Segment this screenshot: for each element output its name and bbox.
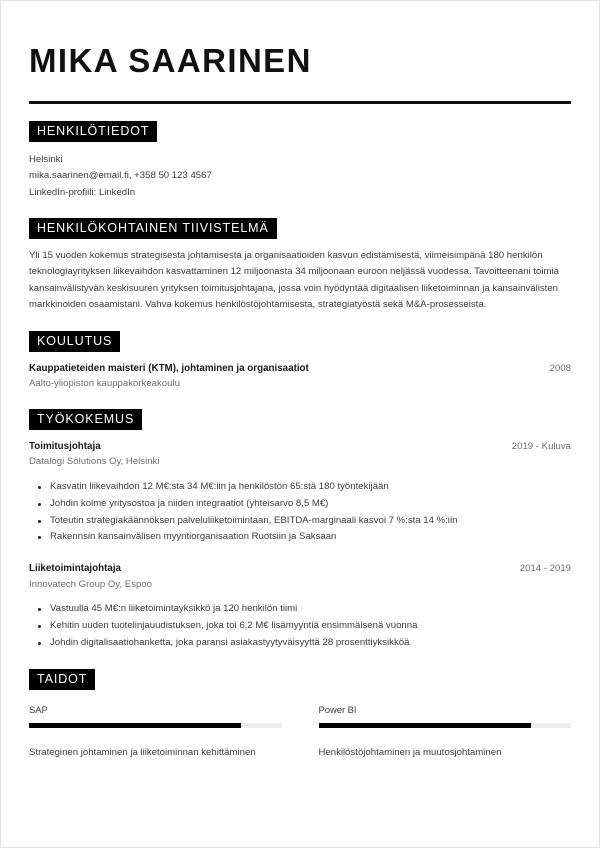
job-title: Liiketoimintajohtaja — [29, 563, 121, 575]
contact-email-phone[interactable]: mika.saarinen@email.fi, +358 50 123 4567 — [29, 170, 212, 182]
skill-progress-fill — [319, 723, 531, 728]
job-bullets — [29, 601, 571, 652]
skill-description: Strateginen johtaminen ja liiketoiminnan kehittäminen — [29, 747, 256, 759]
skills-grid — [29, 703, 571, 761]
job-dates: 2014 - 2019 — [519, 563, 571, 575]
section-heading-contact: HENKILÖTIEDOT — [29, 121, 157, 142]
experience-entry — [29, 562, 571, 652]
list-item: Kasvatin liikevaihdon 12 M€:sta 34 M€:iin ja henkilöstön 65:stä 180 työntekijään — [29, 479, 571, 496]
job-company: Innovatech Group Oy, Espoo — [29, 578, 153, 590]
job-dates: 2019 - Kuluva — [511, 440, 571, 452]
experience-entry-header — [29, 440, 571, 455]
section-heading-summary: HENKILÖKOHTAINEN TIIVISTELMÄ — [29, 218, 277, 239]
skill-item — [319, 703, 572, 728]
job-bullets — [29, 479, 571, 547]
list-item: Toteutin strategiakäännöksen palveluliiketoimintaan, EBITDA-marginaali kasvoi 7 %:sta 14 %:iin — [29, 513, 571, 530]
job-company: Datalogi Solutions Oy, Helsinki — [29, 456, 160, 468]
list-item: Kehitin uuden tuotelinjauudistuksen, joka toi 6,2 M€ lisämyyntiä ensimmäisenä vuonna — [29, 618, 571, 635]
section-summary — [29, 218, 571, 314]
section-contact — [29, 121, 571, 200]
skill-item — [29, 703, 282, 728]
contact-location: Helsinki — [29, 154, 63, 166]
contact-linkedin[interactable]: LinkedIn-profiili: LinkedIn — [29, 186, 136, 198]
section-heading-education: KOULUTUS — [29, 331, 120, 352]
section-skills — [29, 669, 571, 761]
skill-progress-track — [319, 723, 572, 728]
list-item: Johdin kolme yritysostoa ja niiden integraatiot (yhteisarvo 8,5 M€) — [29, 496, 571, 513]
skill-label: SAP — [29, 703, 48, 715]
experience-entry — [29, 440, 571, 547]
list-item: Johdin digitalisaatiohanketta, joka paransi asiakastyytyväisyyttä 28 prosenttiyksikköä — [29, 635, 571, 652]
experience-entry-header — [29, 562, 571, 577]
skill-label: Power BI — [318, 703, 357, 715]
list-item: Vastuulla 45 M€:n liiketoimintayksikkö ja 120 henkilön tiimi — [29, 601, 571, 618]
page-title: MIKA SAARINEN — [29, 42, 312, 79]
education-entry — [29, 362, 571, 392]
education-institution: Aalto-yliopiston kauppakorkeakoulu — [29, 378, 180, 390]
section-heading-skills: TAIDOT — [29, 669, 95, 690]
summary-text: Yli 15 vuoden kokemus strategisesta johtamisesta ja organisaatioiden kasvun edistämisestä, viimeisimpänä 180 henkilön teknologiayrityksen liikevaihdon kasvattaminen 12 miljoonasta 34 miljoonaan euroon neljässä vuodessa. Tavoitteenani toimia kansainvälistyvän keskisuuren yrityksen toimitusjohtajana, jossa voin hyödyntää digitaalisen liiketoiminnan ja kansainvälisten markkinoiden osaamistani. Vahva kokemus henkilöstöjohtamisesta, strategiatyöstä sekä M&A-prosesseista. — [29, 249, 559, 311]
section-experience — [29, 409, 571, 652]
education-entry-header — [29, 362, 571, 377]
section-heading-experience: TYÖKOKEMUS — [29, 409, 142, 430]
skill-progress-fill — [29, 723, 241, 728]
education-degree: Kauppatieteiden maisteri (KTM), johtaminen ja organisaatiot — [29, 362, 309, 374]
contact-details — [29, 152, 571, 200]
skill-progress-track — [29, 723, 282, 728]
skill-description: Henkilöstöjohtaminen ja muutosjohtaminen — [318, 747, 502, 759]
section-education — [29, 331, 571, 392]
education-year: 2008 — [549, 362, 571, 374]
job-title: Toimitusjohtaja — [29, 440, 101, 452]
header-divider — [29, 101, 571, 104]
list-item: Rakennsin kansainvälisen myyntiorganisaation Ruotsiin ja Saksaan — [29, 529, 571, 546]
